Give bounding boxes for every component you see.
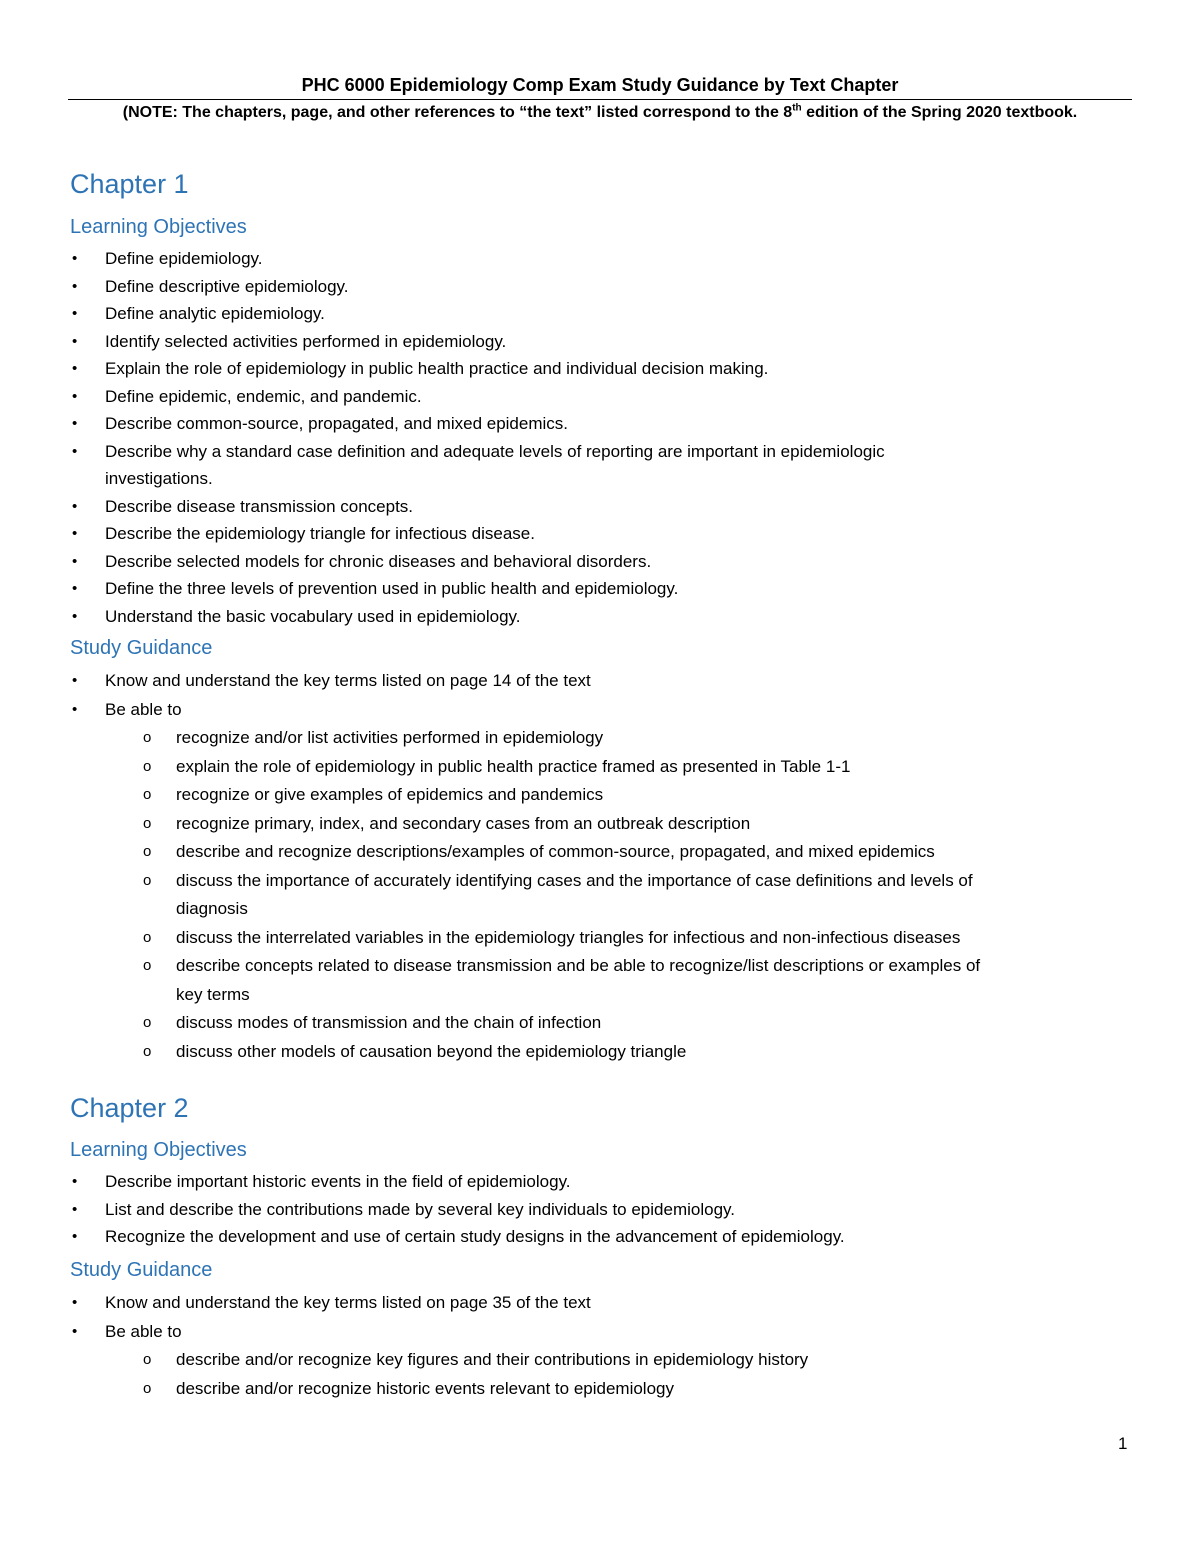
list-item: o describe and/or recognize historic events relevant to epidemiology (0, 1375, 1200, 1404)
circle-bullet-icon: o (143, 871, 152, 889)
chapter-2-learning-objectives-heading: Learning Objectives (70, 1139, 247, 1161)
circle-bullet-icon: o (143, 1042, 152, 1060)
bullet-icon: • (72, 607, 78, 625)
list-item: o discuss the importance of accurately identifying cases and the importance of case definitions and levels of diagnosis (0, 867, 1200, 924)
circle-bullet-icon: o (143, 1351, 152, 1368)
list-item: • Be able to (0, 695, 1200, 724)
list-item: • Define analytic epidemiology. (0, 300, 1200, 328)
chapter-2-objectives-list (0, 1168, 1200, 1251)
bullet-icon: • (72, 552, 78, 570)
list-item: • Describe why a standard case definition and adequate levels of reporting are important in epidemiologic investigations. (0, 438, 1200, 493)
list-item: o recognize and/or list activities performed in epidemiology (0, 724, 1200, 753)
circle-bullet-icon: o (143, 843, 152, 860)
list-item: o recognize or give examples of epidemics and pandemics (0, 781, 1200, 810)
page-number: 1 (1118, 1434, 1128, 1453)
circle-bullet-icon: o (143, 786, 152, 803)
bullet-icon: • (72, 1228, 78, 1245)
chapter-1-guidance-list (0, 666, 1200, 724)
circle-bullet-icon: o (143, 1379, 152, 1397)
list-item: o describe and/or recognize key figures and their contributions in epidemiology history (0, 1346, 1200, 1375)
bullet-icon: • (72, 250, 78, 267)
bullet-icon: • (72, 332, 78, 350)
bullet-icon: • (72, 415, 78, 432)
list-item: • Describe disease transmission concepts. (0, 493, 1200, 521)
list-item: • Explain the role of epidemiology in public health practice and individual decision making. (0, 355, 1200, 383)
list-item: o describe and recognize descriptions/examples of common-source, propagated, and mixed epidemics (0, 838, 1200, 867)
list-item: • List and describe the contributions made by several key individuals to epidemiology. (0, 1196, 1200, 1224)
edition-note-text-end: edition of the Spring 2020 textbook. (801, 104, 1078, 121)
bullet-icon: • (72, 305, 78, 322)
list-item: • Define epidemic, endemic, and pandemic. (0, 383, 1200, 411)
list-item: o discuss other models of causation beyond the epidemiology triangle (0, 1038, 1200, 1067)
bullet-icon: • (72, 277, 78, 295)
list-item: • Describe important historic events in the field of epidemiology. (0, 1168, 1200, 1196)
list-item: • Describe selected models for chronic diseases and behavioral disorders. (0, 548, 1200, 576)
list-item: • Know and understand the key terms listed on page 35 of the text (0, 1288, 1200, 1317)
list-item: o discuss the interrelated variables in the epidemiology triangles for infectious and non-infectious diseases (0, 924, 1200, 953)
chapter-1-be-able-to-list (0, 724, 1200, 1066)
chapter-2-be-able-to-list (0, 1346, 1200, 1403)
circle-bullet-icon: o (143, 729, 152, 746)
list-item: • Identify selected activities performed in epidemiology. (0, 328, 1200, 356)
list-item: • Define the three levels of prevention used in public health and epidemiology. (0, 575, 1200, 603)
bullet-icon: • (72, 442, 78, 460)
bullet-icon: • (72, 1294, 78, 1311)
bullet-icon: • (72, 701, 78, 718)
edition-note-text: (NOTE: The chapters, page, and other references to “the text” listed correspond to the 8 (122, 104, 793, 121)
circle-bullet-icon: o (143, 1014, 152, 1031)
list-item: • Recognize the development and use of certain study designs in the advancement of epidemiology. (0, 1223, 1200, 1251)
chapter-1-study-guidance-heading: Study Guidance (70, 637, 213, 659)
list-item: • Be able to (0, 1317, 1200, 1346)
bullet-icon: • (72, 360, 78, 377)
bullet-icon: • (72, 1200, 78, 1218)
list-item: • Know and understand the key terms listed on page 14 of the text (0, 666, 1200, 695)
chapter-2-study-guidance-heading: Study Guidance (70, 1259, 213, 1281)
edition-note-superscript: th (792, 102, 802, 114)
bullet-icon: • (72, 525, 78, 542)
chapter-2-heading: Chapter 2 (70, 1093, 189, 1123)
list-item: o recognize primary, index, and secondary cases from an outbreak description (0, 810, 1200, 839)
bullet-icon: • (72, 497, 78, 515)
bullet-icon: • (72, 387, 78, 405)
list-item: o describe concepts related to disease transmission and be able to recognize/list descriptions or examples of key terms (0, 952, 1200, 1009)
bullet-icon: • (72, 1173, 78, 1190)
list-item: • Describe common-source, propagated, and mixed epidemics. (0, 410, 1200, 438)
chapter-1-learning-objectives-heading: Learning Objectives (70, 216, 247, 238)
bullet-icon: • (72, 1323, 78, 1340)
circle-bullet-icon: o (143, 957, 152, 974)
circle-bullet-icon: o (143, 814, 152, 832)
bullet-icon: • (72, 580, 78, 597)
chapter-1-heading: Chapter 1 (70, 169, 189, 199)
bullet-icon: • (72, 672, 78, 689)
list-item: o discuss modes of transmission and the chain of infection (0, 1009, 1200, 1038)
chapter-1-objectives-list (0, 245, 1200, 630)
list-item: o explain the role of epidemiology in public health practice framed as presented in Table 1-1 (0, 753, 1200, 782)
document-title: PHC 6000 Epidemiology Comp Exam Study Guidance by Text Chapter (301, 75, 899, 95)
header-divider (68, 99, 1132, 100)
list-item: • Define epidemiology. (0, 245, 1200, 273)
chapter-2-guidance-list (0, 1288, 1200, 1346)
circle-bullet-icon: o (143, 928, 152, 946)
circle-bullet-icon: o (143, 757, 152, 775)
list-item: • Understand the basic vocabulary used in epidemiology. (0, 603, 1200, 631)
list-item: • Describe the epidemiology triangle for infectious disease. (0, 520, 1200, 548)
edition-note (0, 102, 1200, 124)
list-item: • Define descriptive epidemiology. (0, 273, 1200, 301)
